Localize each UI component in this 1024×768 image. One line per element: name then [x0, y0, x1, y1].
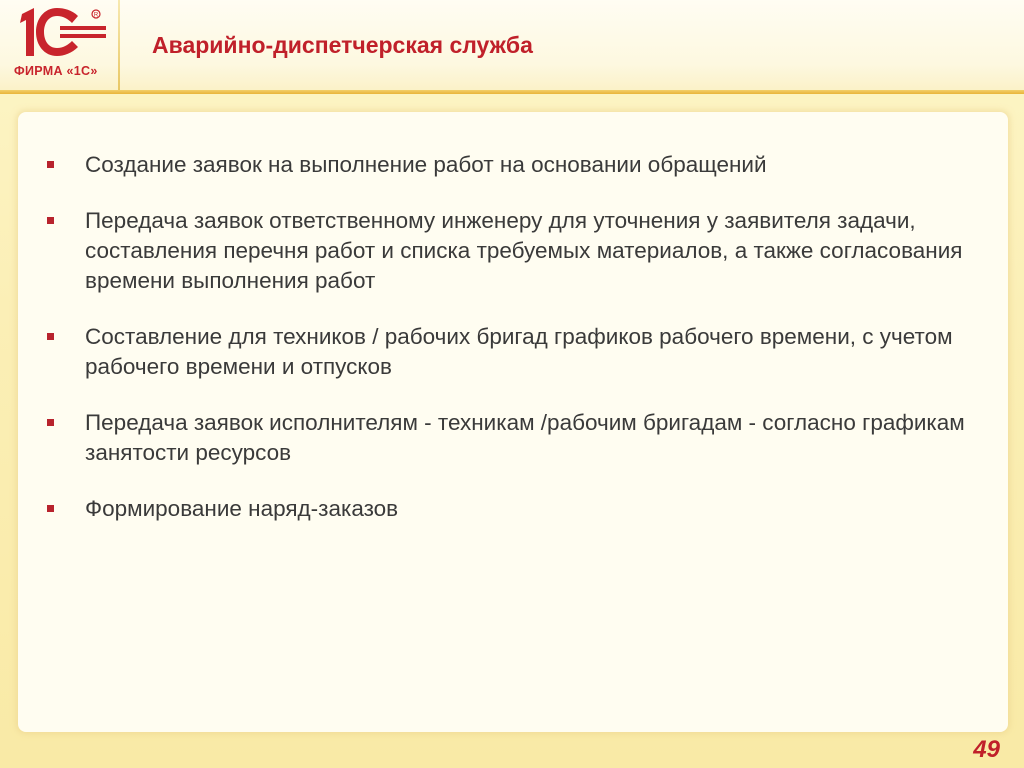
bullet-item [45, 408, 985, 468]
bullet-square-icon [47, 161, 54, 168]
company-logo [0, 0, 118, 90]
bullet-item [45, 150, 985, 180]
bullet-square-icon [47, 419, 54, 426]
bullet-text: Передача заявок ответственному инженеру для уточнения у заявителя задачи, составления перечня работ и списка требуемых материалов, а также согласования времени выполнения работ [85, 208, 963, 293]
bullet-square-icon [47, 217, 54, 224]
header-rule [0, 90, 1024, 94]
1c-logo-icon [0, 0, 118, 64]
svg-text:R: R [93, 12, 99, 19]
bullet-text: Создание заявок на выполнение работ на основании обращений [85, 152, 767, 177]
bullet-text: Формирование наряд-заказов [85, 496, 399, 521]
bullet-list [45, 150, 985, 550]
header-divider [118, 0, 120, 90]
bullet-square-icon [47, 333, 54, 340]
slide-header [0, 0, 1024, 92]
bullet-item [45, 494, 985, 524]
bullet-text: Составление для техников / рабочих бригад графиков рабочего времени, с учетом рабочего времени и отпусков [85, 324, 953, 379]
logo-caption: ФИРМА «1С» [14, 64, 98, 78]
slide-title: Аварийно-диспетчерская служба [152, 32, 533, 58]
bullet-text: Передача заявок исполнителям - техникам /рабочим бригадам - согласно графикам занятости ресурсов [85, 410, 965, 465]
bullet-square-icon [47, 505, 54, 512]
page-number: 49 [973, 736, 1000, 763]
bullet-item [45, 322, 985, 382]
bullet-item [45, 206, 985, 296]
